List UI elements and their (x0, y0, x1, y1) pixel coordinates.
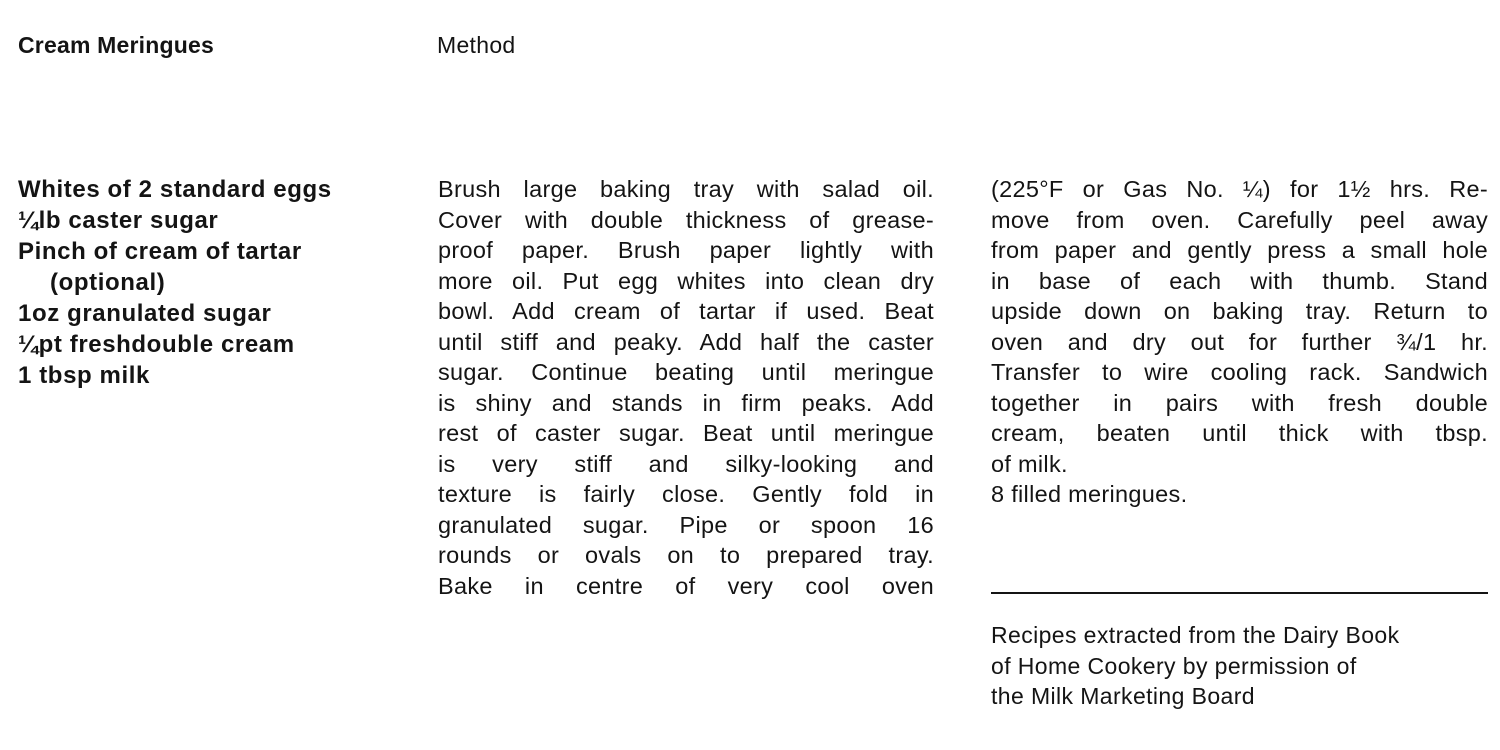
method-line: rest of caster sugar. Beat until meringue (438, 420, 934, 446)
method-line: until stiff and peaky. Add half the caster (438, 328, 934, 355)
method-line: sugar. Continue beating until meringue (438, 359, 934, 385)
divider-rule (991, 592, 1488, 594)
method-line: from paper and gently press a small hole (991, 237, 1488, 263)
ingredient-item: 1 tbsp milk (18, 362, 150, 389)
method-line: together in pairs with fresh double (991, 389, 1488, 416)
method-heading: Method (437, 32, 516, 58)
yield-line: 8 filled meringues. (991, 481, 1188, 507)
method-line: granulated sugar. Pipe or spoon 16 (438, 511, 934, 538)
method-line: Transfer to wire cooling rack. Sandwich (991, 359, 1488, 385)
method-line: is shiny and stands in firm peaks. Add (438, 389, 934, 416)
ingredient-item: (optional) (50, 269, 166, 296)
ingredient-item: Whites of 2 standard eggs (18, 176, 332, 203)
recipe-title: Cream Meringues (18, 32, 215, 58)
method-text-column-2 (991, 174, 1488, 510)
method-line: upside down on baking tray. Return to (991, 298, 1488, 324)
credit-line: Recipes extracted from the Dairy Book (991, 622, 1400, 648)
method-line: texture is fairly close. Gently fold in (438, 481, 934, 507)
method-line: Bake in centre of very cool oven (438, 572, 934, 599)
method-line: oven and dry out for further ¾/1 hr. (991, 328, 1488, 355)
ingredient-item: Pinch of cream of tartar (18, 238, 302, 265)
method-line: cream, beaten until thick with tbsp. (991, 420, 1488, 446)
ingredient-item: ¼lb caster sugar (18, 207, 219, 234)
method-line: Cover with double thickness of grease- (438, 206, 934, 233)
method-line: in base of each with thumb. Stand (991, 267, 1488, 294)
method-text-column-1 (438, 174, 934, 601)
method-line: (225°F or Gas No. ¼) for 1½ hrs. Re- (991, 176, 1488, 202)
credit-line: of Home Cookery by permission of (991, 652, 1357, 679)
method-line: more oil. Put egg whites into clean dry (438, 267, 934, 294)
method-line: Brush large baking tray with salad oil. (438, 176, 934, 202)
ingredient-item: ¼pt freshdouble cream (18, 331, 295, 358)
ingredient-item: 1oz granulated sugar (18, 300, 272, 327)
method-line: bowl. Add cream of tartar if used. Beat (438, 298, 934, 324)
credit-note (991, 620, 1491, 712)
method-line: is very stiff and silky-looking and (438, 450, 934, 477)
method-line: move from oven. Carefully peel away (991, 206, 1488, 233)
ingredients-list (18, 174, 398, 391)
credit-line: the Milk Marketing Board (991, 683, 1255, 709)
method-line: of milk. (991, 450, 1068, 477)
method-line: rounds or ovals on to prepared tray. (438, 542, 934, 568)
method-line: proof paper. Brush paper lightly with (438, 237, 934, 263)
